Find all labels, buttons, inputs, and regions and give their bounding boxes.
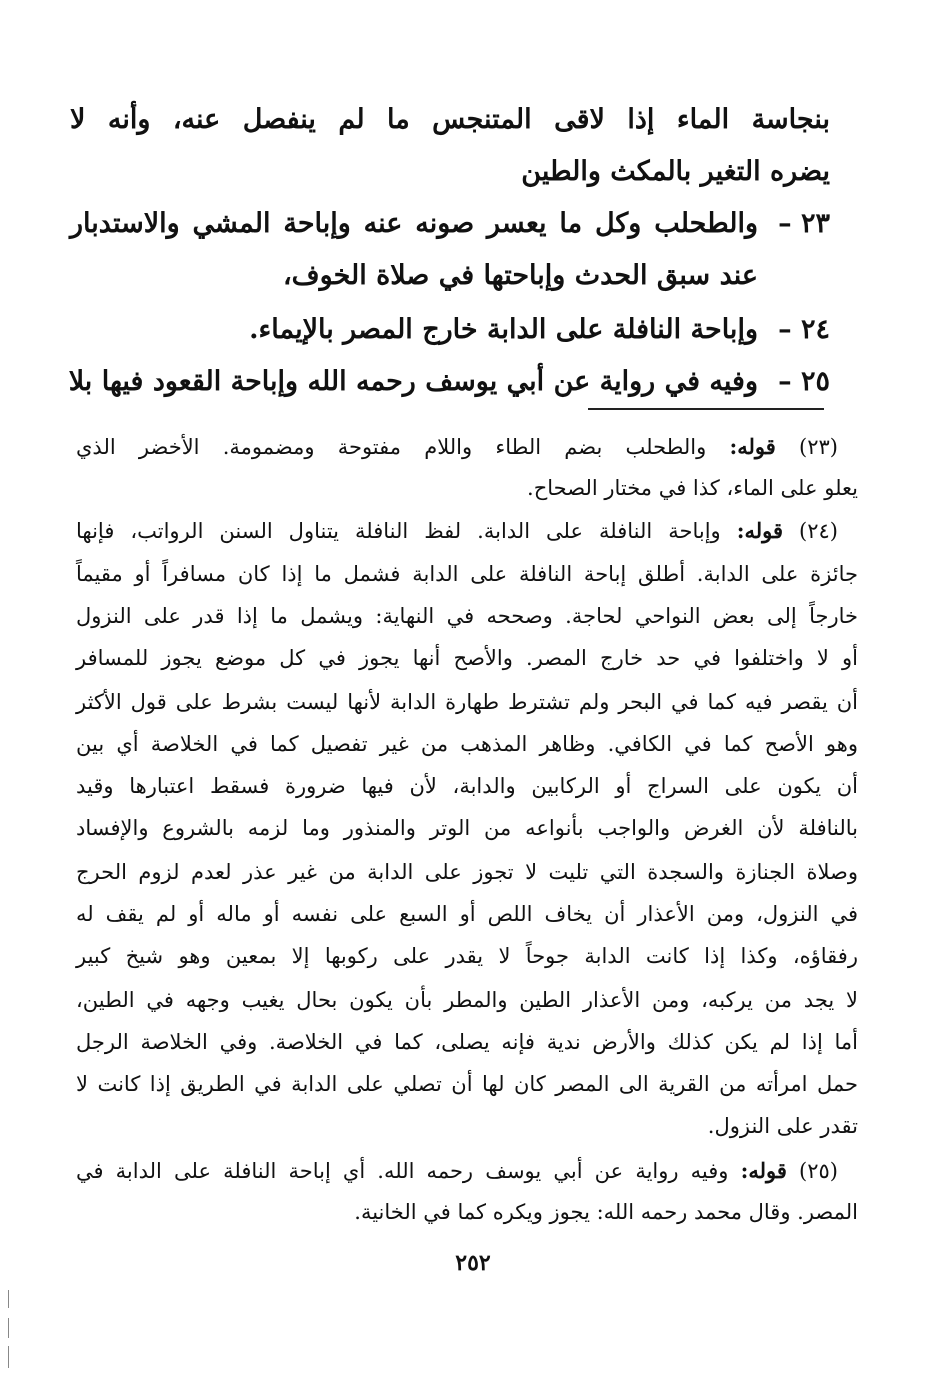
- footnote-line: في النزول، ومن الأعذار أن يخاف اللص أو السبع على نفسه أو ماله أو لم يقف له: [76, 902, 858, 926]
- item-text: والطحلب وكل ما يعسر صونه عنه وإباحة المشي والاستدبار: [70, 208, 758, 239]
- item-text: عند سبق الحدث وإباحتها في صلاة الخوف،: [282, 260, 758, 291]
- footnote-text: وفيه رواية عن أبي يوسف رحمه الله. أي إباحة النافلة على الدابة في: [76, 1159, 729, 1183]
- scan-edge-mark: [8, 1346, 9, 1368]
- footnote-line: أما إذا لم يكن كذلك والأرض ندية فإنه يصلى، كما في الخلاصة. وفي الخلاصة الرجل: [76, 1030, 858, 1054]
- footnote-line: [76, 1158, 838, 1183]
- scan-edge-mark: [8, 1318, 9, 1338]
- footnote-line: بالنافلة لأن الغرض والواجب بأنواعه من الوتر والمنذور وما لزمه بالشروع والإفساد: [76, 816, 858, 840]
- footnote-line: وهو الأصح كما في الكافي. وظاهر المذهب من غير تفصيل كما في الخلاصة أي بين: [76, 732, 858, 756]
- footnote-text: وإباحة النافلة على الدابة. لفظ النافلة يتناول السنن الرواتب، فإنها: [76, 519, 721, 543]
- footnote-marker: (٢٤): [799, 519, 838, 543]
- footnote-line: المصر. وقال محمد رحمه الله: يجوز ويكره كما في الخانية.: [354, 1200, 858, 1224]
- footnote-line: أو لا واختلفوا في حد خارج المصر. والأصح أنها يجوز في كل موضع يجوز للمسافر: [76, 646, 858, 670]
- footnote-line: خارجاً إلى بعض النواحي لحاجة. وصححه في النهاية: ويشمل ما إذا قدر على النزول: [76, 604, 858, 628]
- footnote-line: تقدر على النزول.: [707, 1114, 858, 1138]
- item-number: ٢٥ –: [778, 366, 830, 397]
- footnote-line: وصلاة الجنازة والسجدة التي تليت لا تجوز على الدابة من غير عذر لعدم لزوم الحرج: [76, 860, 858, 884]
- footnote-line: [76, 518, 838, 543]
- footnote-line: حمل امرأته من القرية الى المصر كان لها أن تصلي على الدابة في الطريق إذا كانت لا: [76, 1072, 858, 1096]
- footnote-label: قوله:: [729, 434, 776, 459]
- page-number: ٢٥٢: [455, 1250, 491, 1276]
- footnote-marker: (٢٣): [799, 435, 838, 459]
- footnote-line: أن يكون على السراج أو الركابين والدابة، لأن فيها ضرورة فسقط اعتبارها وقيد: [76, 774, 858, 798]
- footnote-line: لا يجد من يركبه، ومن الأعذار الطين والمطر بأن يكون بحال يغيب وجهه في الطين،: [76, 988, 858, 1012]
- item-text: وإباحة النافلة على الدابة خارج المصر بالإيماء.: [249, 314, 758, 345]
- footnote-line: رفقاؤه، وكذا إذا كانت الدابة جوحاً لا يقدر على ركوبها إلا بمعين وهو شيخ كبير: [76, 944, 858, 968]
- footnote-line: يعلو على الماء، كذا في مختار الصحاح.: [527, 476, 858, 500]
- footnote-label: قوله:: [740, 1158, 787, 1183]
- footnote-marker: (٢٥): [799, 1159, 838, 1183]
- footnote-line: جائزة على الدابة. أطلق إباحة النافلة على الدابة فشمل ما إذا كان مسافراً أو مقيماً: [76, 562, 858, 586]
- item-text: وفيه في رواية عن أبي يوسف رحمه الله وإباحة القعود فيها بلا: [68, 366, 758, 397]
- scan-edge-mark: [8, 1290, 9, 1308]
- footnote-text: والطحلب بضم الطاء واللام مفتوحة ومضمومة. الأخضر الذي: [76, 435, 707, 459]
- footnote-line: [76, 434, 838, 459]
- footnote-label: قوله:: [736, 518, 783, 543]
- item-number: ٢٤ –: [778, 314, 830, 345]
- main-text: [68, 92, 830, 397]
- main-text-line: بنجاسة الماء إذا لاقى المتنجس ما لم ينفصل عنه، وأنه لا: [70, 104, 830, 135]
- item-number: ٢٣ –: [778, 208, 830, 239]
- footnote-line: أن يقصر فيه كما في البحر ولم تشترط طهارة الدابة لأنها ليست بشرط على قول الأكثر: [76, 690, 858, 714]
- main-text-line: يضره التغير بالمكث والطين: [521, 156, 830, 187]
- footnote-separator: [588, 408, 824, 410]
